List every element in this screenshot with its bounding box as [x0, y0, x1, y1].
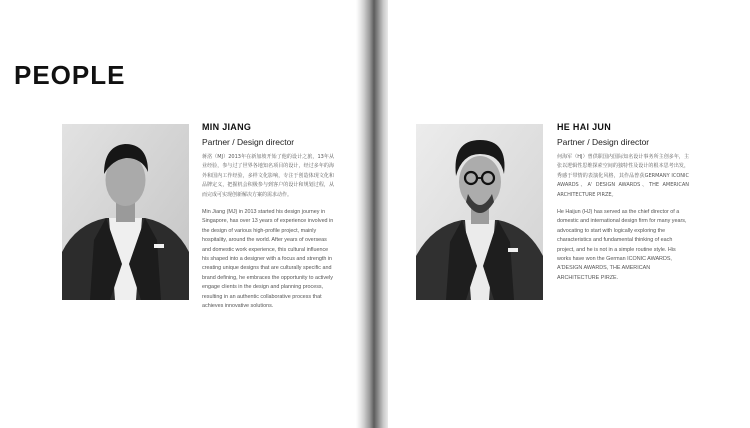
bio-chinese-text: 何海军（HJ）曾供职国内国际知名设计事务所主创多年，主张以逻辑性思维探索空间的独特性及设计的根本思考出发，秀感于带情的表演化风格，其作品曾获GERMANY ICONIC AWARDS、A' DESIGN AWARDS、THE AMERICAN ARCHITECTURE PIRZE。: [557, 154, 689, 198]
bio-min-jiang: [202, 122, 334, 312]
person-name: MIN JIANG: [202, 122, 252, 132]
left-page: [0, 0, 362, 428]
bio-chinese-text: 蒋洺（MJ）2013年在新加坡开始了他的设计之旅，13年从业经验，参与过了世界各地知名项目的设计，经过多年的海外和国内工作经验，多样文化影响，专注于创造体现文化和品牌定义，把握机会积极参与到客户的设计和规划过程，从而完成可实现创新解决方案的需求动作。: [202, 154, 334, 198]
person-role: Partner / Design director: [202, 137, 295, 147]
portrait-photo-min-jiang: [62, 124, 189, 300]
bio-english-text: Min Jiang (MJ) in 2013 started his design journey in Singapore, has over 13 years of experience involved in the design of various high-profile project, mainly hospitality, around the world. After years of overseas and domestic work experience, this cultural influence his shaped into a designer with a focus and strength in creating unique designs that are culturally specific and brand defining, he embraces the opportunity to actively engage clients in the design and planning process, resulting in an authentic collaborative process that achieves innovative solutions.: [202, 209, 334, 310]
portrait-photo-he-hai-jun: [416, 124, 543, 300]
page-heading: PEOPLE: [14, 60, 126, 90]
book-gutter-shadow: [356, 0, 392, 428]
person-name: HE HAI JUN: [557, 122, 612, 132]
bio-he-hai-jun: [557, 122, 689, 283]
bio-english-text: He Haijun (HJ) has served as the chief director of a domestic and international design firm for many years, advocating to start with logically exploring the characteristics and fundamental thinking of each project, and he is not in a simple routine style. His works have won the German ICONIC AWARDS, A'DESIGN AWARDS, THE AMERICAN ARCHITECTURE PIRZE.: [557, 209, 687, 281]
person-role: Partner / Design director: [557, 137, 650, 147]
